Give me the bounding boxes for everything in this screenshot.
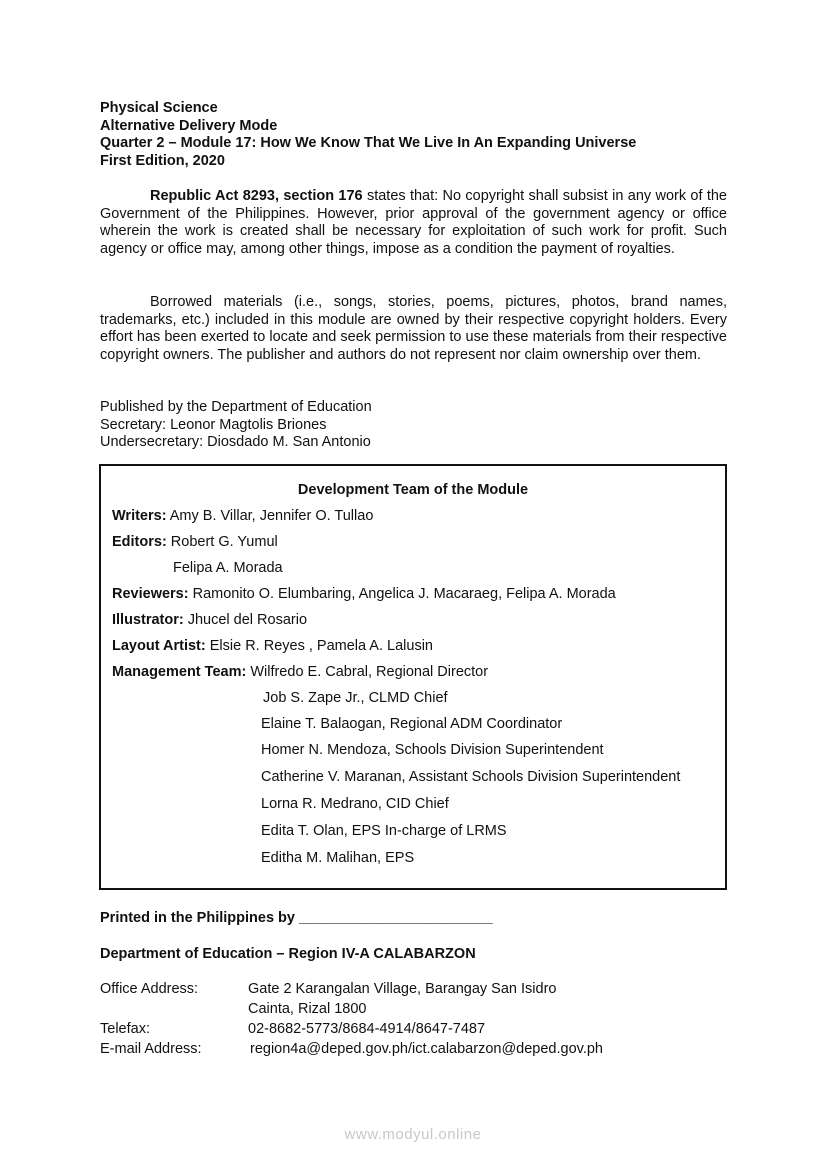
- secretary: Secretary: Leonor Magtolis Briones: [100, 416, 327, 433]
- management-team-label: Management Team:: [112, 664, 247, 680]
- telefax-value: 02-8682-5773/8684-4914/8647-7487: [248, 1021, 486, 1037]
- management-member: Wilfredo E. Cabral, Regional Director: [246, 664, 489, 680]
- publication-info: [100, 399, 372, 452]
- illustrator-label: Illustrator:: [112, 612, 184, 628]
- management-member: Catherine V. Maranan, Assistant Schools Division Superintendent: [261, 769, 681, 785]
- layout-artist-label: Layout Artist:: [112, 638, 206, 654]
- undersecretary: Undersecretary: Diosdado M. San Antonio: [100, 434, 371, 450]
- management-member: Elaine T. Balaogan, Regional ADM Coordinator: [261, 716, 563, 732]
- region-heading: Department of Education – Region IV-A CALABARZON: [100, 946, 476, 962]
- editors-label: Editors:: [112, 534, 167, 550]
- management-member: Edita T. Olan, EPS In-charge of LRMS: [261, 823, 507, 839]
- writers-row: [112, 508, 373, 524]
- module-header: [100, 100, 636, 170]
- subject-title: Physical Science: [100, 100, 218, 116]
- management-member: Lorna R. Medrano, CID Chief: [261, 796, 449, 812]
- development-team-box: [99, 464, 727, 890]
- management-team-row: [112, 664, 488, 680]
- watermark: www.modyul.online: [344, 1126, 482, 1143]
- copyright-paragraph: [100, 188, 727, 258]
- editors-row: [112, 534, 278, 550]
- management-member: Homer N. Mendoza, Schools Division Superintendent: [261, 742, 604, 758]
- published-by: Published by the Department of Education: [100, 399, 372, 415]
- illustrator-name: Jhucel del Rosario: [183, 612, 308, 628]
- borrowed-materials-paragraph: [100, 294, 727, 364]
- edition: First Edition, 2020: [100, 152, 225, 169]
- layout-artist-row: [112, 638, 433, 654]
- reviewers-label: Reviewers:: [112, 586, 189, 602]
- email-label: E-mail Address:: [100, 1041, 202, 1057]
- email-value: region4a@deped.gov.ph/ict.calabarzon@deped.gov.ph: [250, 1041, 603, 1057]
- writers-label: Writers:: [112, 508, 167, 524]
- reviewers-row: [112, 586, 616, 602]
- telefax-label: Telefax:: [100, 1021, 150, 1037]
- illustrator-row: [112, 612, 307, 628]
- office-address-line1: Gate 2 Karangalan Village, Barangay San Isidro: [248, 981, 557, 997]
- office-address-line2: Cainta, Rizal 1800: [248, 1001, 367, 1017]
- management-member: Job S. Zape Jr., CLMD Chief: [263, 690, 448, 706]
- reviewers-names: Ramonito O. Elumbaring, Angelica J. Macaraeg, Felipa A. Morada: [188, 586, 616, 602]
- layout-artist-names: Elsie R. Reyes , Pamela A. Lalusin: [205, 638, 433, 654]
- development-team-title: Development Team of the Module: [297, 482, 529, 498]
- printed-by-line: Printed in the Philippines by ________________________: [100, 910, 493, 926]
- module-title: Quarter 2 – Module 17: How We Know That We Live In An Expanding Universe: [100, 135, 637, 151]
- editors-row-2: [173, 560, 283, 576]
- office-address-label: Office Address:: [100, 981, 199, 997]
- copyright-text: states that: No copyright shall subsist in any work of the Government of the Philippines. However, prior approval of the government agency or office wherein the work is created shall be necessary for exploitation of such work for profit. Such agency or office may, among other things, impose as a condition the payment of royalties.: [100, 188, 727, 257]
- editor-name: Felipa A. Morada: [173, 560, 283, 576]
- management-member: Editha M. Malihan, EPS: [261, 850, 415, 866]
- writers-names: Amy B. Villar, Jennifer O. Tullao: [166, 508, 374, 524]
- delivery-mode: Alternative Delivery Mode: [100, 117, 278, 134]
- borrowed-text: Borrowed materials (i.e., songs, stories, poems, pictures, photos, brand names, trademarks, etc.) included in this module are owned by their respective copyright holders. Every effort has been exerted to locate and seek permission to use these materials from their respective copyright owners. The publisher and authors do not represent nor claim ownership over them.: [100, 294, 727, 363]
- editor-name: Robert G. Yumul: [166, 534, 278, 550]
- copyright-law-reference: Republic Act 8293, section 176: [150, 188, 363, 204]
